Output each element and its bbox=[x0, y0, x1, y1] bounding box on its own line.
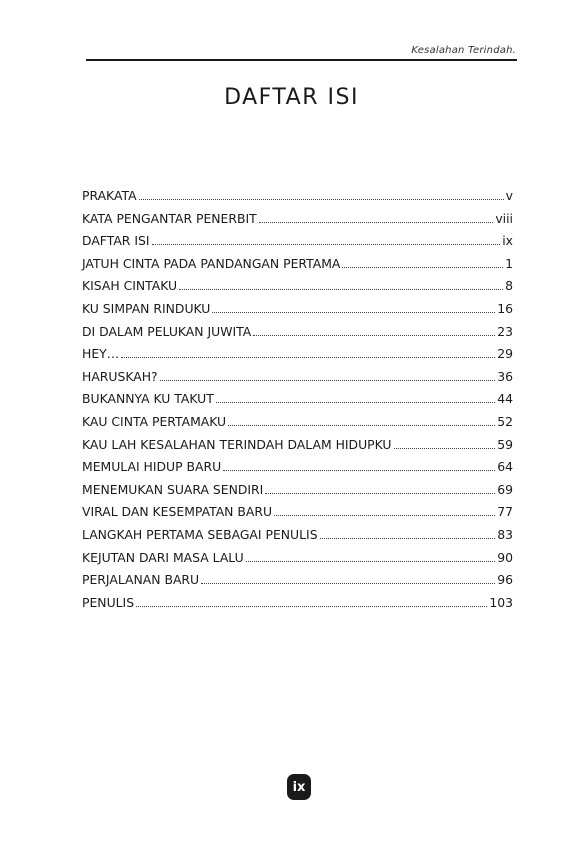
toc-entry-label: HARUSKAH? bbox=[82, 368, 158, 384]
toc-entry-label: KATA PENGANTAR PENERBIT bbox=[82, 210, 257, 226]
toc-dot-leader bbox=[342, 267, 503, 268]
running-header-title: Kesalahan Terindah. bbox=[411, 45, 516, 56]
toc-entry-label: KISAH CINTAKU bbox=[82, 278, 178, 294]
toc-dot-leader bbox=[121, 357, 495, 358]
toc-dot-leader bbox=[212, 312, 495, 313]
toc-entry[interactable] bbox=[82, 482, 513, 505]
toc-entry-page: 1 bbox=[505, 255, 513, 271]
toc-entry[interactable] bbox=[82, 459, 513, 482]
toc-entry-label: PERJALANAN BARU bbox=[82, 572, 200, 588]
toc-dot-leader bbox=[253, 335, 495, 336]
toc-entry-page: 8 bbox=[505, 278, 513, 294]
toc-entry-label: KU SIMPAN RINDUKU bbox=[82, 300, 211, 316]
toc-dot-leader bbox=[394, 448, 496, 449]
toc-dot-leader bbox=[228, 425, 495, 426]
toc-entry[interactable] bbox=[82, 504, 513, 527]
toc-entry-page: 23 bbox=[497, 323, 513, 339]
toc-entry-label: JATUH CINTA PADA PANDANGAN PERTAMA bbox=[82, 255, 341, 271]
toc-entry-label: MENEMUKAN SUARA SENDIRI bbox=[82, 481, 264, 497]
toc-entry[interactable] bbox=[82, 527, 513, 550]
toc-dot-leader bbox=[259, 222, 494, 223]
toc-entry[interactable] bbox=[82, 188, 513, 211]
toc-dot-leader bbox=[179, 289, 503, 290]
toc-entry-page: v bbox=[505, 188, 513, 203]
toc-dot-leader bbox=[216, 402, 495, 403]
toc-entry-page: 69 bbox=[497, 481, 513, 497]
toc-entry-label: VIRAL DAN KESEMPATAN BARU bbox=[82, 504, 273, 520]
toc-entry-page: 36 bbox=[497, 368, 513, 384]
toc-entry-label: PRAKATA bbox=[82, 188, 137, 203]
toc-entry[interactable] bbox=[82, 278, 513, 301]
toc-entry-page: 29 bbox=[497, 346, 513, 362]
toc-entry[interactable] bbox=[82, 324, 513, 347]
header-rule bbox=[86, 59, 517, 61]
toc-dot-leader bbox=[320, 538, 496, 539]
toc-entry[interactable] bbox=[82, 572, 513, 595]
toc-entry[interactable] bbox=[82, 233, 513, 256]
toc-dot-leader bbox=[160, 380, 496, 381]
toc-entry-label: MEMULAI HIDUP BARU bbox=[82, 459, 222, 475]
toc-entry-page: 64 bbox=[497, 459, 513, 475]
toc-entry-label: BUKANNYA KU TAKUT bbox=[82, 391, 214, 407]
toc-entry-page: 83 bbox=[497, 526, 513, 542]
toc-entry-page: 52 bbox=[497, 413, 513, 429]
toc-entry-page: 44 bbox=[497, 391, 513, 407]
toc-dot-leader bbox=[246, 561, 496, 562]
toc-entry-page: 90 bbox=[497, 549, 513, 565]
toc-entry[interactable] bbox=[82, 391, 513, 414]
page-title: DAFTAR ISI bbox=[224, 84, 359, 110]
toc-entry-page: 77 bbox=[497, 504, 513, 520]
table-of-contents bbox=[82, 188, 513, 617]
toc-entry[interactable] bbox=[82, 211, 513, 234]
toc-dot-leader bbox=[265, 493, 495, 494]
toc-entry[interactable] bbox=[82, 595, 513, 618]
toc-entry-label: KAU CINTA PERTAMAKU bbox=[82, 413, 227, 429]
toc-entry[interactable] bbox=[82, 414, 513, 437]
toc-dot-leader bbox=[139, 199, 504, 200]
toc-entry-label: PENULIS bbox=[82, 594, 135, 610]
toc-dot-leader bbox=[274, 515, 495, 516]
toc-entry-label: LANGKAH PERTAMA SEBAGAI PENULIS bbox=[82, 526, 318, 542]
toc-entry-page: 103 bbox=[489, 594, 513, 610]
toc-entry[interactable] bbox=[82, 256, 513, 279]
toc-entry-label: DI DALAM PELUKAN JUWITA bbox=[82, 323, 252, 339]
toc-entry-page: viii bbox=[495, 210, 513, 226]
toc-entry-label: DAFTAR ISI bbox=[82, 233, 150, 249]
toc-entry-label: HEY… bbox=[82, 346, 120, 362]
toc-entry[interactable] bbox=[82, 301, 513, 324]
toc-dot-leader bbox=[223, 470, 495, 471]
toc-dot-leader bbox=[152, 244, 501, 245]
toc-entry-page: ix bbox=[502, 233, 513, 249]
toc-entry-page: 59 bbox=[497, 436, 513, 452]
toc-entry-page: 96 bbox=[497, 572, 513, 588]
toc-entry[interactable] bbox=[82, 437, 513, 460]
toc-entry[interactable] bbox=[82, 346, 513, 369]
toc-entry-label: KAU LAH KESALAHAN TERINDAH DALAM HIDUPKU bbox=[82, 436, 392, 452]
toc-entry[interactable] bbox=[82, 369, 513, 392]
toc-dot-leader bbox=[136, 606, 487, 607]
page-number-badge: ix bbox=[287, 774, 311, 800]
toc-dot-leader bbox=[201, 583, 495, 584]
toc-entry[interactable] bbox=[82, 550, 513, 573]
toc-entry-label: KEJUTAN DARI MASA LALU bbox=[82, 549, 244, 565]
toc-entry-page: 16 bbox=[497, 300, 513, 316]
